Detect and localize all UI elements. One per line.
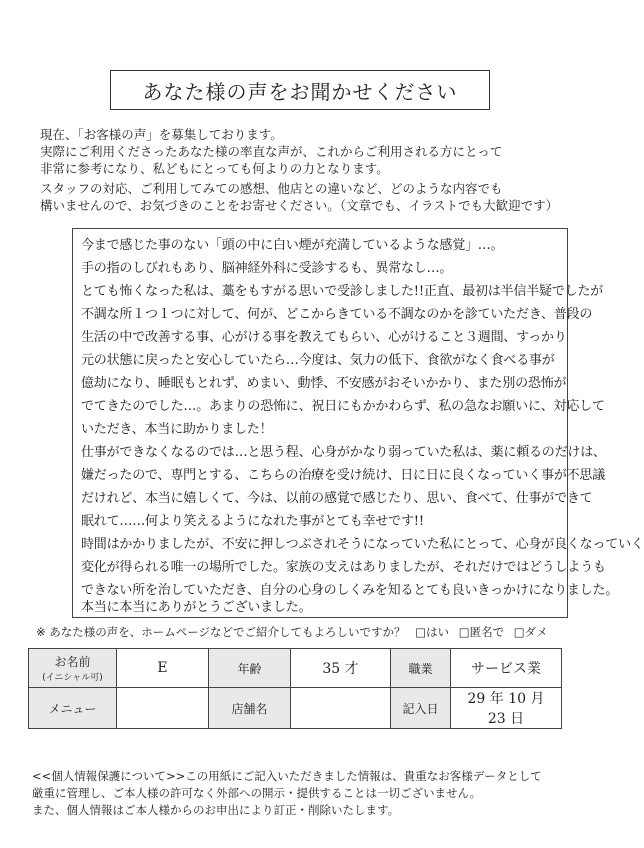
handwritten-line: だけれど、本当に嬉しくて、今は、以前の感覚で感じたり、思い、食べて、仕事ができて: [81, 491, 593, 506]
handwritten-line: 嫌だったので、専門とする、こちらの治療を受け続け、日に日に良くなっていく事が不思議: [81, 468, 606, 483]
intro-line: 現在、「お客様の声」を募集しております。: [40, 127, 283, 142]
handwritten-line: 元の状態に戻ったと安心していたら…今度は、気力の低下、食欲がなく食べる事が: [81, 353, 555, 368]
table-row: [29, 688, 562, 729]
intro-line: 非常に参考になり、私どもにとっても何よりの力となります。: [40, 161, 389, 176]
name-field[interactable]: E: [117, 649, 209, 688]
name-label: お名前: [54, 655, 91, 669]
handwritten-line: 億劫になり、睡眠もとれず、めまい、動悸、不安感がおそいかかり、また別の恐怖が: [81, 376, 567, 391]
job-label: 職業: [391, 649, 451, 688]
checkbox-no[interactable]: □ダメ: [513, 625, 548, 639]
checkbox-anonymous[interactable]: □匿名で: [458, 625, 505, 639]
permission-question: [36, 624, 576, 640]
handwritten-line: 時間はかかりましたが、不安に押しつぶされそうになっていた私にとって、心身が良くなっていく: [81, 537, 644, 552]
age-label: 年齢: [209, 649, 291, 688]
permission-text: ※ あなた様の声を、ホームページなどでご紹介してもよろしいですか？: [36, 625, 406, 639]
store-label: 店舗名: [209, 688, 291, 729]
privacy-notice: [32, 768, 577, 819]
handwritten-line: いただき、本当に助かりました！: [81, 422, 273, 437]
handwritten-line: 本当に本当にありがとうございました。: [81, 600, 312, 615]
handwritten-line: 生活の中で改善する事、心がける事を教えてもらい、心がけること３週間、すっかり: [81, 330, 567, 345]
intro-line: スタッフの対応、ご利用してみての感想、他店との違いなど、どのような内容でも: [40, 181, 503, 196]
handwritten-line: 変化が得られる唯一の場所でした。家族の支えはありましたが、それだけではどうしようも: [81, 560, 606, 575]
date-label: 記入日: [391, 688, 451, 729]
intro-line: 構いませんので、お気づきのことをお寄せください。（文章でも、イラストでも大歓迎です）: [40, 198, 559, 213]
menu-label: メニュー: [29, 688, 117, 729]
store-field[interactable]: [291, 688, 391, 729]
job-field[interactable]: サービス業: [451, 649, 562, 688]
intro-text-2: [40, 180, 570, 214]
customer-info-table: [28, 648, 562, 729]
handwritten-line: 不調な所１つ１つに対して、何が、どこからきている不調なのかを診ていただき、普段の: [81, 307, 593, 322]
privacy-line: また、個人情報はご本人様からのお申出により訂正・削除いたします。: [32, 803, 400, 817]
page-title: あなた様の声をお聞かせください: [110, 70, 490, 110]
table-row: [29, 649, 562, 688]
date-field[interactable]: 29 年 10 月 23 日: [451, 688, 562, 729]
menu-field[interactable]: [117, 688, 209, 729]
privacy-line: <<個人情報保護について>>この用紙にご記入いただきました情報は、貴重なお客様データとして: [32, 769, 542, 783]
handwritten-line: 手の指のしびれもあり、脳神経外科に受診するも、異常なし…。: [81, 261, 453, 276]
handwritten-line: でてきたのでした…。あまりの恐怖に、祝日にもかかわらず、私の急なお願いに、対応して: [81, 399, 605, 414]
handwritten-line: とても怖くなった私は、藁をもすがる思いで受診しました!!正直、最初は半信半疑でしたが: [81, 284, 604, 299]
name-sub-label: (イニシャル可): [42, 673, 103, 683]
checkbox-yes[interactable]: □はい: [415, 625, 450, 639]
intro-text: [40, 126, 570, 177]
intro-line: 実際にご利用くださったあなた様の率直な声が、これからご利用される方にとって: [40, 144, 503, 159]
handwritten-line: 仕事ができなくなるのでは…と思う程、心身がかなり弱っていた私は、薬に頼るのだけは、: [81, 445, 606, 460]
handwritten-line: できない所を治していただき、自分の心身のしくみを知るとても良いきっかけになりました。: [81, 583, 619, 598]
name-label-cell: [29, 649, 117, 688]
handwritten-comment-box: [72, 228, 644, 618]
age-field[interactable]: 35 才: [291, 649, 391, 688]
handwritten-line: 眠れて……何より笑えるようになれた事がとても幸せです!!: [81, 514, 424, 529]
handwritten-line: 今まで感じた事のない「頭の中に白い煙が充満しているような感覚」…。: [81, 238, 504, 253]
privacy-line: 厳重に管理し、ご本人様の許可なく外部への開示・提供することは一切ございません。: [32, 786, 482, 800]
